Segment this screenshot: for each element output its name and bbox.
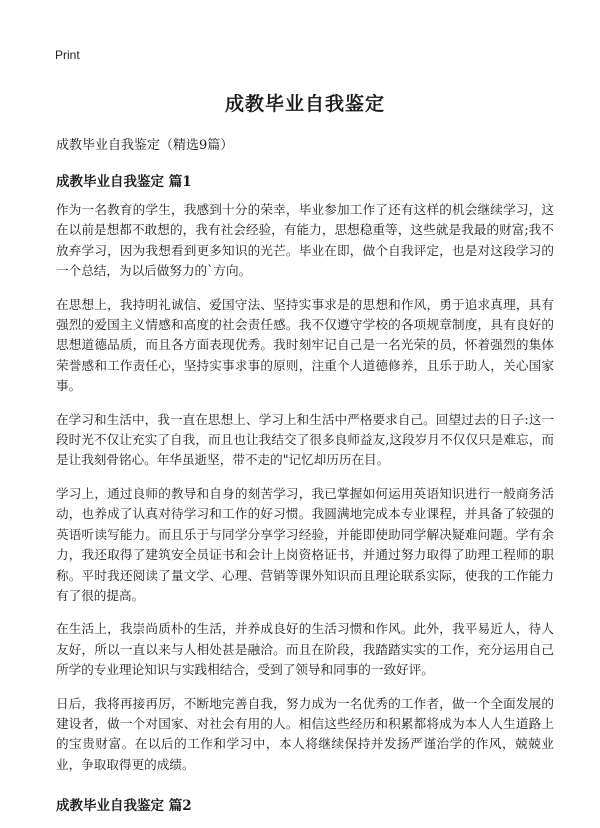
paragraph: 学习上，通过良师的教导和自身的刻苦学习，我已掌握如何运用英语知识进行一般商务活动，也养成了认真对待学习和工作的好习惯。我圆满地完成本专业课程，并具备了较强的英语听读写能力。而且乐于与同学分享学习经验，并能即使助同学解决疑难问题。学有余力，我还取得了建筑安全员证书和会计上岗资格证书，并通过努力取得了助理工程师的职称。平时我还阅读了量文学、心理、营销等课外知识而且理论联系实际，使我的工作能力有了很的提高。 (56, 485, 554, 603)
paragraph: 日后，我将再接再厉，不断地完善自我，努力成为一名优秀的工作者，做一个全面发展的建设者，做一个对国家、对社会有用的人。相信这些经历和积累都将成为本人人生道路上的宝贵财富。在以后的工作和学习中，本人将继续保持并发扬严谨治学的作风，兢兢业业，争取取得更的成绩。 (56, 695, 554, 772)
paragraph: 作为一名教育的学生，我感到十分的荣幸，毕业参加工作了还有这样的机会继续学习，这在以前是想都不敢想的，我有社会经验，有能力，思想稳重等，这些就是我最的财富;我不放弃学习，因为我想看到更多知识的光芒。毕业在即，做个自我评定，也是对这段学习的一个总结，为以后做努力的`方向。 (56, 202, 554, 279)
document-subtitle: 成教毕业自我鉴定（精选9篇） (56, 138, 234, 153)
print-link[interactable]: Print (55, 48, 80, 62)
paragraph: 在思想上，我持明礼诚信、爱国守法、坚持实事求是的思想和作风，勇于追求真理，具有强烈的爱国主义情感和高度的社会责任感。我不仅遵守学校的各项规章制度，具有良好的思想道德品质，而且各方面表现优秀。我时刻牢记自己是一名光荣的员，怀着强烈的集体荣誉感和工作责任心，坚持实事求事的原则，注重个人道德修养，且乐于助人，关心国家事。 (56, 296, 554, 394)
page-title: 成教毕业自我鉴定 (224, 93, 385, 115)
section-heading-2: 成教毕业自我鉴定 篇2 (56, 798, 192, 815)
paragraph: 在学习和生活中，我一直在思想上、学习上和生活中严格要求自己。回望过去的日子:这一段时光不仅让充实了自我，而且也让我结交了很多良师益友,这段岁月不仅仅只是难忘，而是让我刻骨铭心。年华虽逝坚，带不走的"记忆却历历在目。 (56, 411, 554, 468)
section-heading-1: 成教毕业自我鉴定 篇1 (56, 174, 192, 190)
paragraph: 在生活上，我崇尚质朴的生活，并养成良好的生活习惯和作风。此外，我平易近人，待人友好，所以一直以来与人相处甚是融洽。而且在阶段，我踏踏实实的工作，充分运用自己所学的专业理论知识与实践相结合，受到了领导和同事的一致好评。 (56, 621, 554, 678)
